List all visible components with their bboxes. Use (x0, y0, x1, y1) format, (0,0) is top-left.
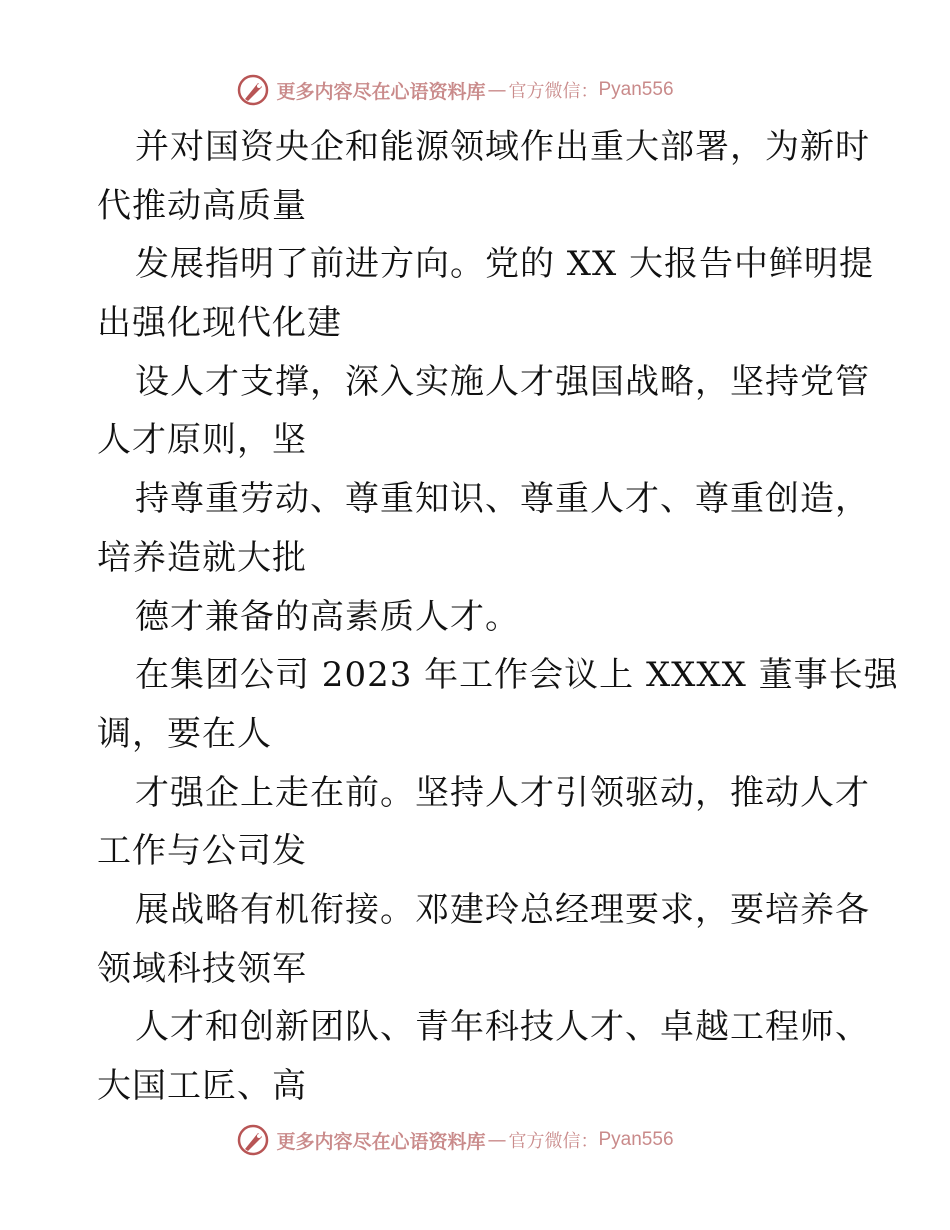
watermark-dash: — (487, 79, 507, 101)
text-line: 才强企上走在前。坚持人才引领驱动，推动人才 (135, 772, 870, 813)
text-line: 持尊重劳动、尊重知识、尊重人才、尊重创造， (135, 479, 870, 520)
text-line: 出强化现代化建 (97, 303, 342, 344)
text-line: 展战略有机衔接。邓建玲总经理要求，要培养各 (135, 889, 870, 930)
document-body (97, 118, 899, 1116)
text-line: 代推动高质量 (97, 185, 307, 226)
text-line: 人才和创新团队、青年科技人才、卓越工程师、 (135, 1007, 870, 1048)
watermark-wechat-label: 官方微信： (508, 81, 599, 102)
header-watermark (0, 70, 950, 110)
text-line: 发展指明了前进方向。党的 XX 大报告中鲜明提 (135, 244, 875, 285)
text-line: 德才兼备的高素质人才。 (135, 596, 520, 637)
text-line: 设人才支撑，深入实施人才强国战略，坚持党管 (135, 361, 870, 402)
watermark-dash: — (487, 1129, 507, 1151)
text-line: 并对国资央企和能源领域作出重大部署，为新时 (135, 127, 870, 167)
text-line: 领域科技领军 (97, 948, 307, 989)
text-line: 人才原则，坚 (97, 420, 307, 461)
text-line: 大国工匠、高 (97, 1066, 307, 1106)
footer-watermark (0, 1120, 950, 1160)
watermark-wechat-id: Pyan556 (598, 1129, 674, 1150)
watermark-text: 更多内容尽在心语资料库 (276, 1130, 486, 1153)
watermark-wechat-id: Pyan556 (598, 79, 674, 100)
pen-nib-logo-icon (236, 73, 270, 107)
watermark-text: 更多内容尽在心语资料库 (276, 80, 486, 103)
watermark-wechat-label: 官方微信： (508, 1131, 599, 1152)
text-line: 培养造就大批 (97, 537, 307, 578)
text-line: 在集团公司 2023 年工作会议上 XXXX 董事长强 (135, 655, 899, 696)
text-line: 调，要在人 (97, 713, 272, 754)
text-line: 工作与公司发 (97, 831, 307, 872)
pen-nib-logo-icon (236, 1123, 270, 1157)
